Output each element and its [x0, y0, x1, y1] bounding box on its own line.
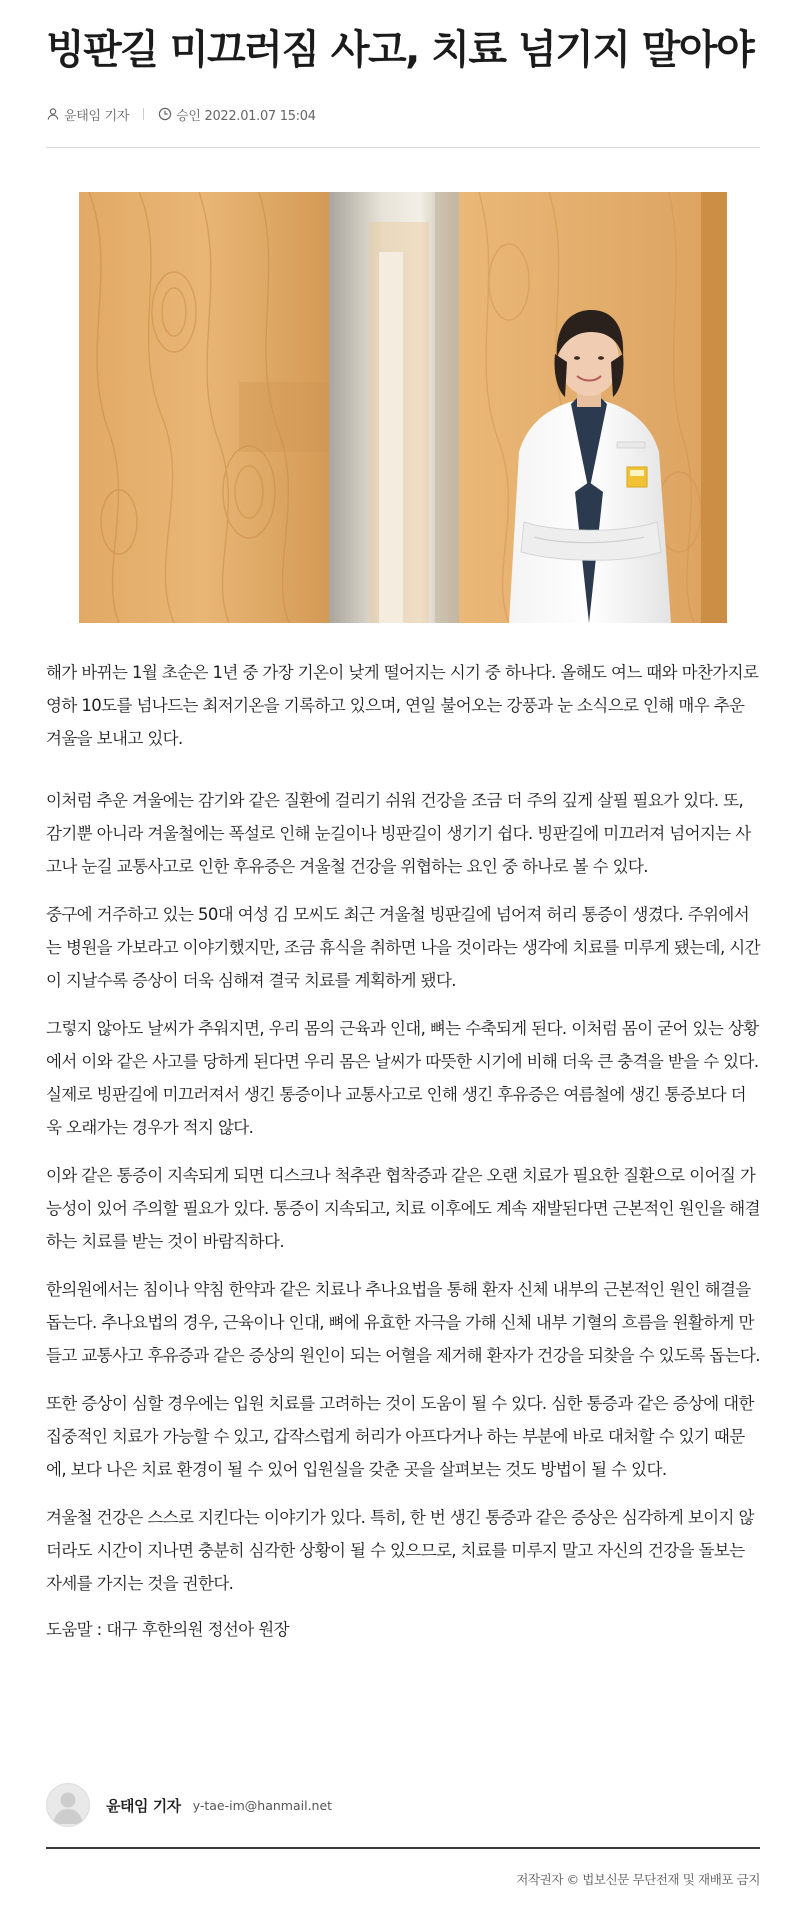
- paragraph: 중구에 거주하고 있는 50대 여성 김 모씨도 최근 겨울철 빙판길에 넘어져 허리 통증이 생겼다. 주위에서는 병원을 가보라고 이야기했지만, 조금 휴식을 취하면 나을 것이라는 생각에 치료를 미루게 됐는데, 시간이 지날수록 증상이 더욱 심해져 결국 치료를 계획하게 됐다.: [46, 905, 760, 990]
- article-body: [46, 656, 760, 1646]
- footer-divider: [46, 1847, 760, 1849]
- clock-icon: [158, 107, 172, 121]
- paragraph: 그렇지 않아도 날씨가 추워지면, 우리 몸의 근육과 인대, 뼈는 수축되게 된다. 이처럼 몸이 굳어 있는 상황에서 이와 같은 사고를 당하게 된다면 우리 몸은 날씨가 따뜻한 시기에 비해 더욱 큰 충격을 받을 수 있다. 실제로 빙판길에 미끄러져서 생긴 통증이나 교통사고로 인해 생긴 후유증은 여름철에 생긴 통증보다 더욱 오래가는 경우가 적지 않다.: [46, 1019, 759, 1137]
- paragraph: 해가 바뀌는 1월 초순은 1년 중 가장 기온이 낮게 떨어지는 시기 중 하나다. 올해도 여느 때와 마찬가지로 영하 10도를 넘나드는 최저기온을 기록하고 있으며, 연일 불어오는 강풍과 눈 소식으로 인해 매우 추운 겨울을 보내고 있다.: [46, 663, 759, 748]
- paragraph: 또한 증상이 심할 경우에는 입원 치료를 고려하는 것이 도움이 될 수 있다. 심한 통증과 같은 증상에 대한 집중적인 치료가 가능할 수 있고, 갑작스럽게 허리가 아프다거나 하는 부분에 바로 대처할 수 있기 때문에, 보다 나은 치료 환경이 될 수 있어 입원실을 갖춘 곳을 살펴보는 것도 방법이 될 수 있다.: [46, 1394, 754, 1479]
- person-icon: [46, 107, 60, 121]
- author-email[interactable]: y-tae-im@hanmail.net: [192, 1797, 333, 1813]
- article-meta: [46, 104, 316, 124]
- published-date: 승인 2022.01.07 15:04: [176, 108, 316, 124]
- paragraph: 겨울철 건강은 스스로 지킨다는 이야기가 있다. 특히, 한 번 생긴 통증과 같은 증상은 심각하게 보이지 않더라도 시간이 지나면 충분히 심각한 상황이 될 수 있으므로, 치료를 미루지 말고 자신의 건강을 돌보는 자세를 가지는 것을 권한다.: [46, 1508, 754, 1593]
- paragraph: 한의원에서는 침이나 약침 한약과 같은 치료나 추나요법을 통해 환자 신체 내부의 근본적인 원인 해결을 돕는다. 추나요법의 경우, 근육이나 인대, 뼈에 유효한 자극을 가해 신체 내부 기혈의 흐름을 원활하게 만들고 교통사고 후유증과 같은 증상의 원인이 되는 어혈을 제거해 환자가 건강을 되찾을 수 있도록 돕는다.: [46, 1280, 760, 1365]
- header-divider: [46, 147, 760, 148]
- avatar[interactable]: [46, 1783, 90, 1827]
- copyright-notice: 저작권자 © 법보신문 무단전재 및 재배포 금지: [516, 1872, 760, 1887]
- article-title: 빙판길 미끄러짐 사고, 치료 넘기지 말아야: [46, 27, 754, 73]
- paragraph: 이처럼 추운 겨울에는 감기와 같은 질환에 걸리기 쉬워 건강을 조금 더 주의 깊게 살필 필요가 있다. 또, 감기뿐 아니라 겨울철에는 폭설로 인해 눈길이나 빙판길이 생기기 쉽다. 빙판길에 미끄러져 넘어지는 사고나 눈길 교통사고로 인한 후유증은 겨울철 건강을 위협하는 요인 중 하나로 볼 수 있다.: [46, 791, 751, 876]
- reporter-name[interactable]: 윤태임 기자: [64, 108, 130, 124]
- paragraph-credit: 도움말 : 대구 후한의원 정선아 원장: [46, 1620, 289, 1639]
- paragraph: 이와 같은 통증이 지속되게 되면 디스크나 척추관 협착증과 같은 오랜 치료가 필요한 질환으로 이어질 가능성이 있어 주의할 필요가 있다. 통증이 지속되고, 치료 이후에도 계속 재발된다면 근본적인 원인을 해결하는 치료를 받는 것이 바람직하다.: [46, 1166, 760, 1251]
- author-name[interactable]: 윤태임 기자: [106, 1796, 181, 1815]
- meta-divider: [143, 108, 144, 120]
- doctor-photo[interactable]: [79, 192, 727, 623]
- author-box: [46, 1782, 760, 1828]
